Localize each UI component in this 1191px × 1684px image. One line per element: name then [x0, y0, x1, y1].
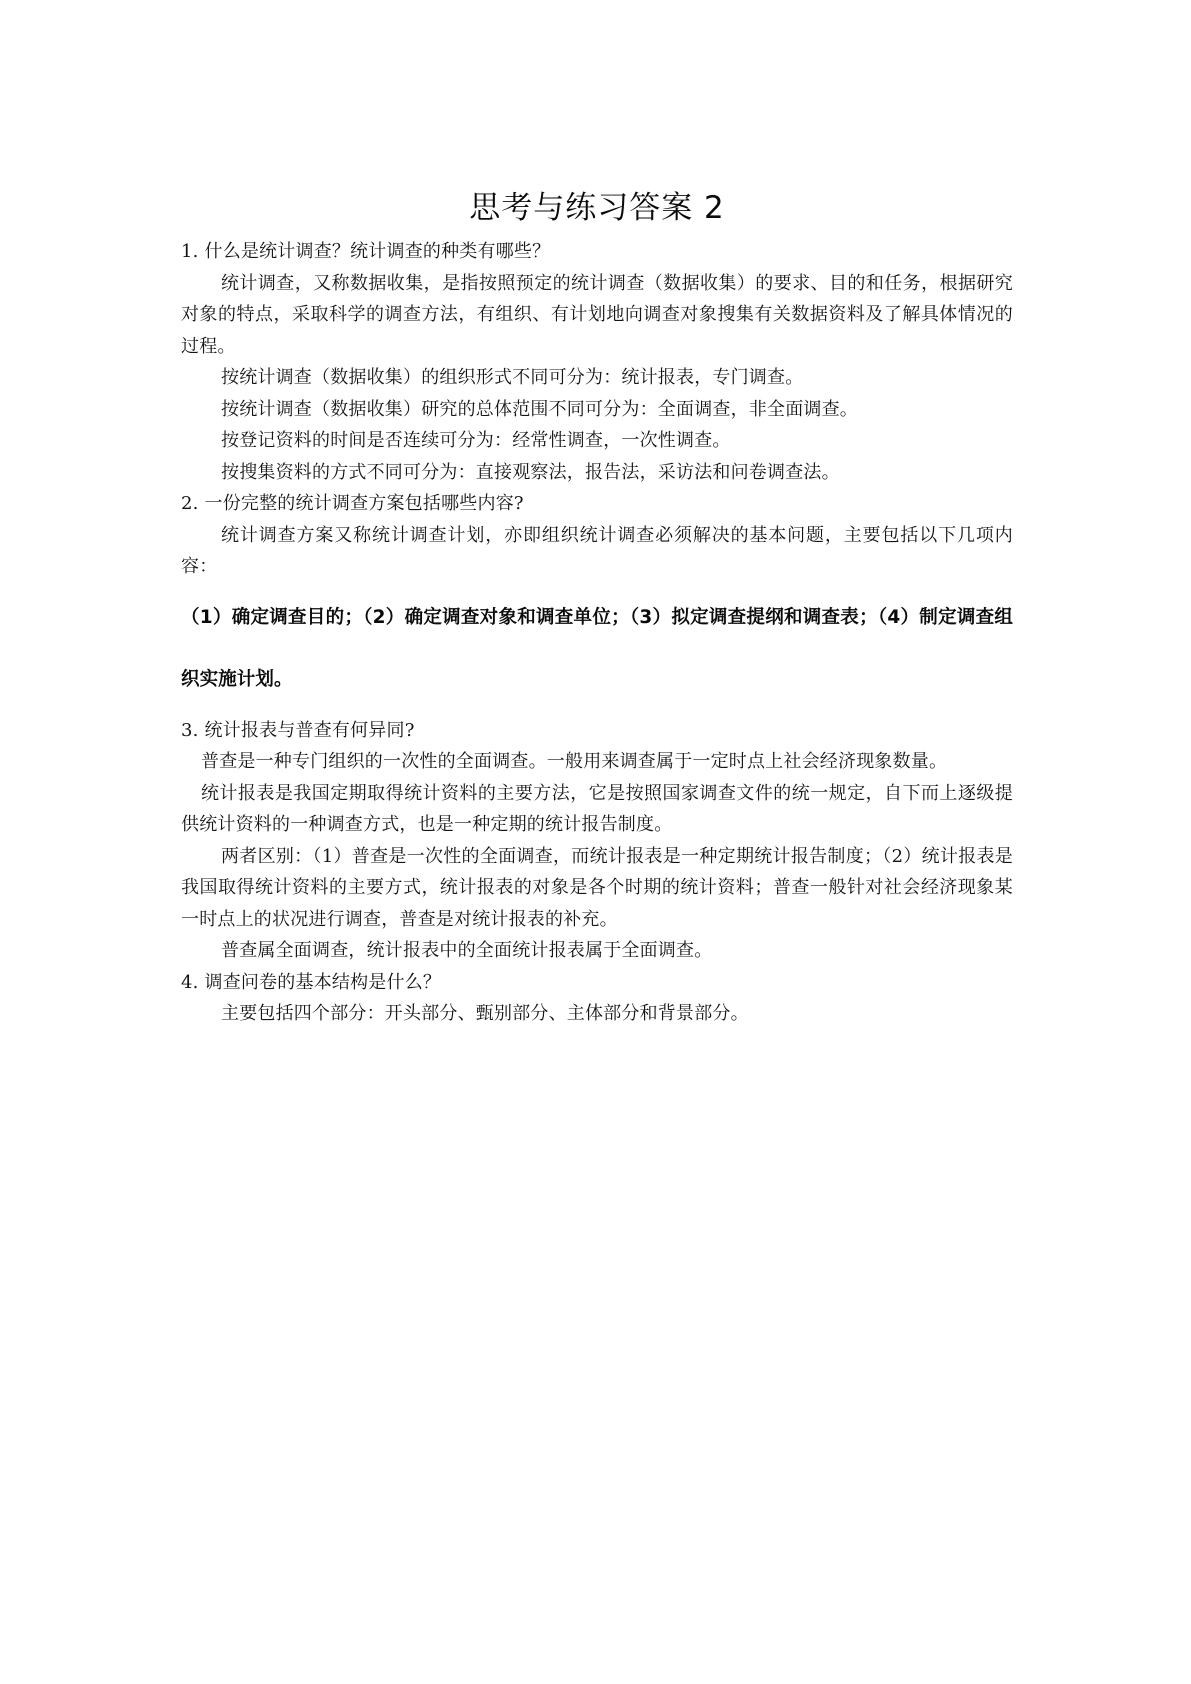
- question-4-answer: 主要包括四个部分：开头部分、甄别部分、主体部分和背景部分。: [221, 1003, 749, 1024]
- census-definition: 普查是一种专门组织的一次性的全面调查。一般用来调查属于一定时点上社会经济现象数量。: [201, 751, 948, 772]
- question-1-section: [181, 236, 1013, 488]
- statistical-report-definition: 统计报表是我国定期取得统计资料的主要方法，它是按照国家调查文件的统一规定，自下而上逐级提供统计资料的一种调查方式，也是一种定期的统计报告制度。: [181, 782, 1013, 835]
- survey-type-item: 按登记资料的时间是否连续可分为：经常性调查，一次性调查。: [221, 430, 731, 451]
- census-scope-paragraph: 普查属全面调查，统计报表中的全面统计报表属于全面调查。: [221, 940, 713, 961]
- question-1: 1. 什么是统计调查？统计调查的种类有哪些？: [181, 241, 551, 262]
- plan-contents-list: （1）确定调查目的；（2）确定调查对象和调查单位；（3）拟定调查提纲和调查表；（4）制定调查组织实施计划。: [181, 606, 1013, 690]
- question-4: 4. 调查问卷的基本结构是什么？: [181, 971, 442, 993]
- question-2: 2. 一份完整的统计调查方案包括哪些内容?: [181, 493, 524, 514]
- difference-paragraph: 两者区别：（1）普查是一次性的全面调查，而统计报表是一种定期统计报告制度；（2）统计报表是我国取得统计资料的主要方式，统计报表的对象是各个时期的统计资料；普查一般针对社会经济现象某一时点上的状况进行调查，普查是对统计报表的补充。: [181, 845, 1013, 930]
- question-1-answer: 统计调查，又称数据收集，是指按照预定的统计调查（数据收集）的要求、目的和任务，根据研究对象的特点，采取科学的调查方法，有组织、有计划地向调查对象搜集有关数据资料及了解具体情况的过程。: [181, 272, 1013, 357]
- survey-type-item: 按统计调查（数据收集）的组织形式不同可分为：统计报表，专门调查。: [221, 367, 804, 388]
- question-3: 3. 统计报表与普查有何异同?: [181, 719, 415, 741]
- question-2-answer: 统计调查方案又称统计调查计划，亦即组织统计调查必须解决的基本问题，主要包括以下几项内容：: [181, 524, 1013, 577]
- survey-type-item: 按统计调查（数据收集）研究的总体范围不同可分为：全面调查，非全面调查。: [221, 398, 858, 420]
- page-title: 思考与练习答案 2: [469, 190, 725, 226]
- question-4-section: [181, 967, 1013, 1030]
- survey-type-item: 按搜集资料的方式不同可分为：直接观察法，报告法，采访法和问卷调查法。: [221, 461, 840, 483]
- document-page: [181, 184, 1013, 1030]
- question-3-section: [181, 715, 1013, 967]
- question-2-section: [181, 488, 1013, 711]
